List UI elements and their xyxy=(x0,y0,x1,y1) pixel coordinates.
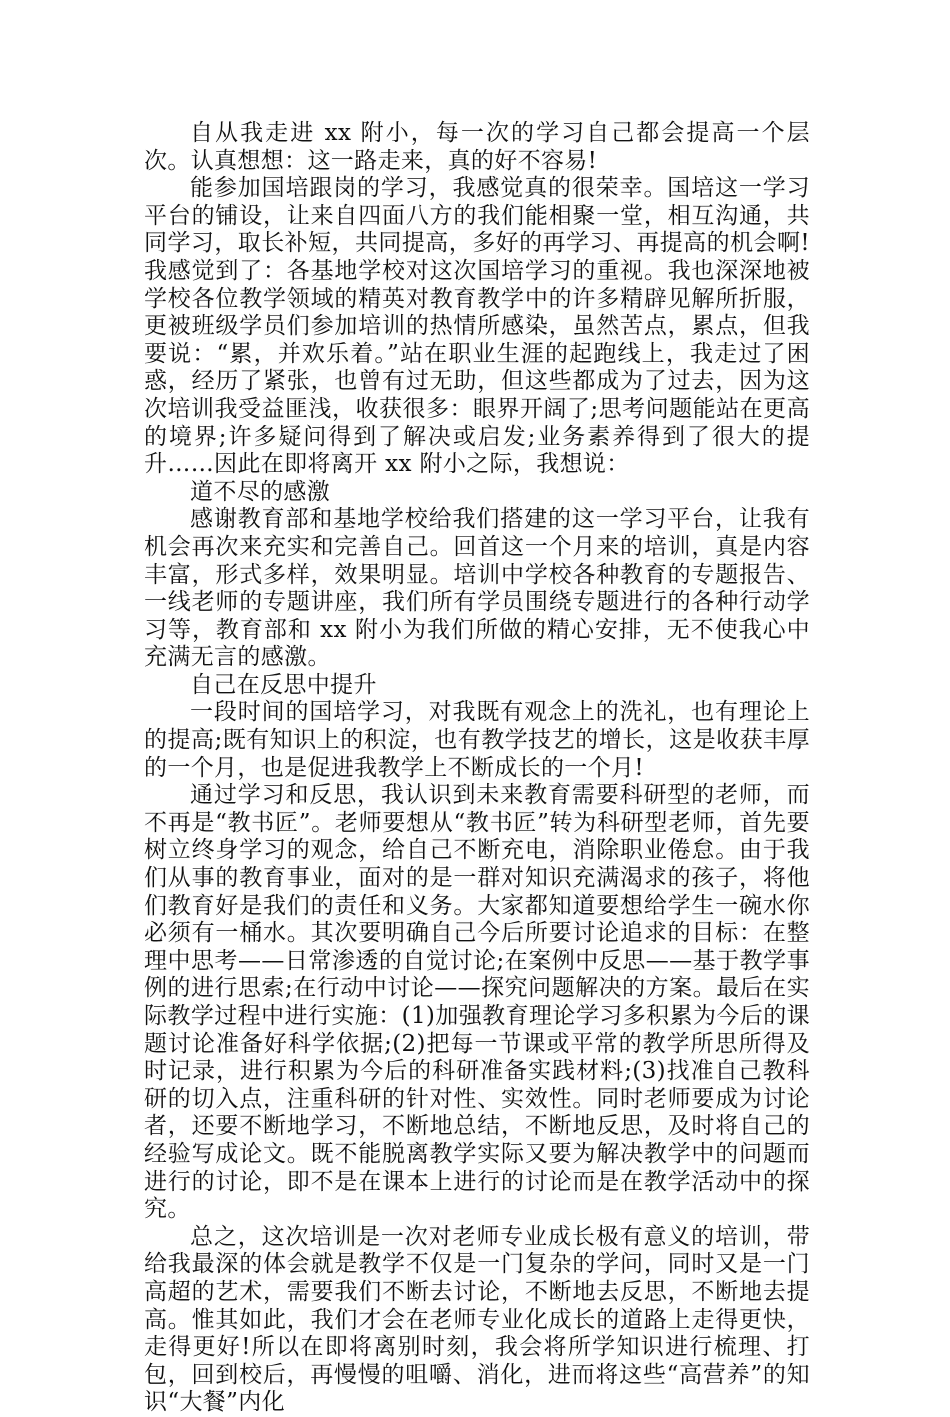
paragraph-research-teacher: 通过学习和反思，我认识到未来教育需要科研型的老师，而不再是“教书匠”。老师要想从“教书匠”转为科研型老师，首先要树立终身学习的观念，给自己不断充电，消除职业倦怠。由于我们从事的教育事业，面对的是一群对知识充满渴求的孩子，将他们教育好是我们的责任和义务。大家都知道要想给学生一碗水你必须有一桶水。其次要明确自己今后所要讨论追求的目标：在整理中思考——日常渗透的自觉讨论;在案例中反思——基于教学事例的进行思索;在行动中讨论——探究问题解决的方案。最后在实际教学过程中进行实施：(1)加强教育理论学习多积累为今后的课题讨论准备好科学依据;(2)把每一节课或平常的教学所思所得及时记录，进行积累为今后的科研准备实践材料;(3)找准自己教科研的切入点，注重科研的针对性、实效性。同时老师要成为讨论者，还要不断地学习，不断地总结，不断地反思，及时将自己的经验写成论文。既不能脱离教学实际又要为解决教学中的问题而进行的讨论，即不是在课本上进行的讨论而是在教学活动中的探究。 xyxy=(144,782,810,1223)
document-body xyxy=(144,120,810,1417)
section-heading-gratitude: 道不尽的感激 xyxy=(190,478,331,505)
paragraph-gratitude: 感谢教育部和基地学校给我们搭建的这一学习平台，让我有机会再次来充实和完善自己。回首这一个月来的培训，真是内容丰富，形式多样，效果明显。培训中学校各种教育的专题报告、一线老师的专题讲座，我们所有学员围绕专题进行的各种行动学习等，教育部和 xx 附小为我们所做的精心安排，无不使我心中充满无言的感激。 xyxy=(144,506,810,671)
paragraph-reflection: 一段时间的国培学习，对我既有观念上的洗礼，也有理论上的提高;既有知识上的积淀，也有教学技艺的增长，这是收获丰厚的一个月，也是促进我教学上不断成长的一个月! xyxy=(144,699,810,781)
section-heading-reflection: 自己在反思中提升 xyxy=(190,671,377,698)
paragraph-honor: 能参加国培跟岗的学习，我感觉真的很荣幸。国培这一学习平台的铺设，让来自四面八方的我们能相聚一堂，相互沟通，共同学习，取长补短，共同提高，多好的再学习、再提高的机会啊!我感觉到了：各基地学校对这次国培学习的重视。我也深深地被学校各位教学领域的精英对教育教学中的许多精辟见解所折服，更被班级学员们参加培训的热情所感染，虽然苦点，累点，但我要说：“累，并欢乐着。”站在职业生涯的起跑线上，我走过了困惑，经历了紧张，也曾有过无助，但这些都成为了过去，因为这次培训我受益匪浅，收获很多：眼界开阔了;思考问题能站在更高的境界;许多疑问得到了解决或启发;业务素养得到了很大的提升……因此在即将离开 xx 附小之际，我想说： xyxy=(144,175,810,478)
paragraph-intro: 自从我走进 xx 附小，每一次的学习自己都会提高一个层次。认真想想：这一路走来，真的好不容易! xyxy=(144,120,810,174)
paragraph-summary: 总之，这次培训是一次对老师专业成长极有意义的培训，带给我最深的体会就是教学不仅是一门复杂的学问，同时又是一门高超的艺术，需要我们不断去讨论，不断地去反思，不断地去提高。惟其如此，我们才会在老师专业化成长的道路上走得更快，走得更好!所以在即将离别时刻，我会将所学知识进行梳理、打包，回到校后，再慢慢的咀嚼、消化，进而将这些“高营养”的知识“大餐”内化 xyxy=(144,1223,810,1416)
